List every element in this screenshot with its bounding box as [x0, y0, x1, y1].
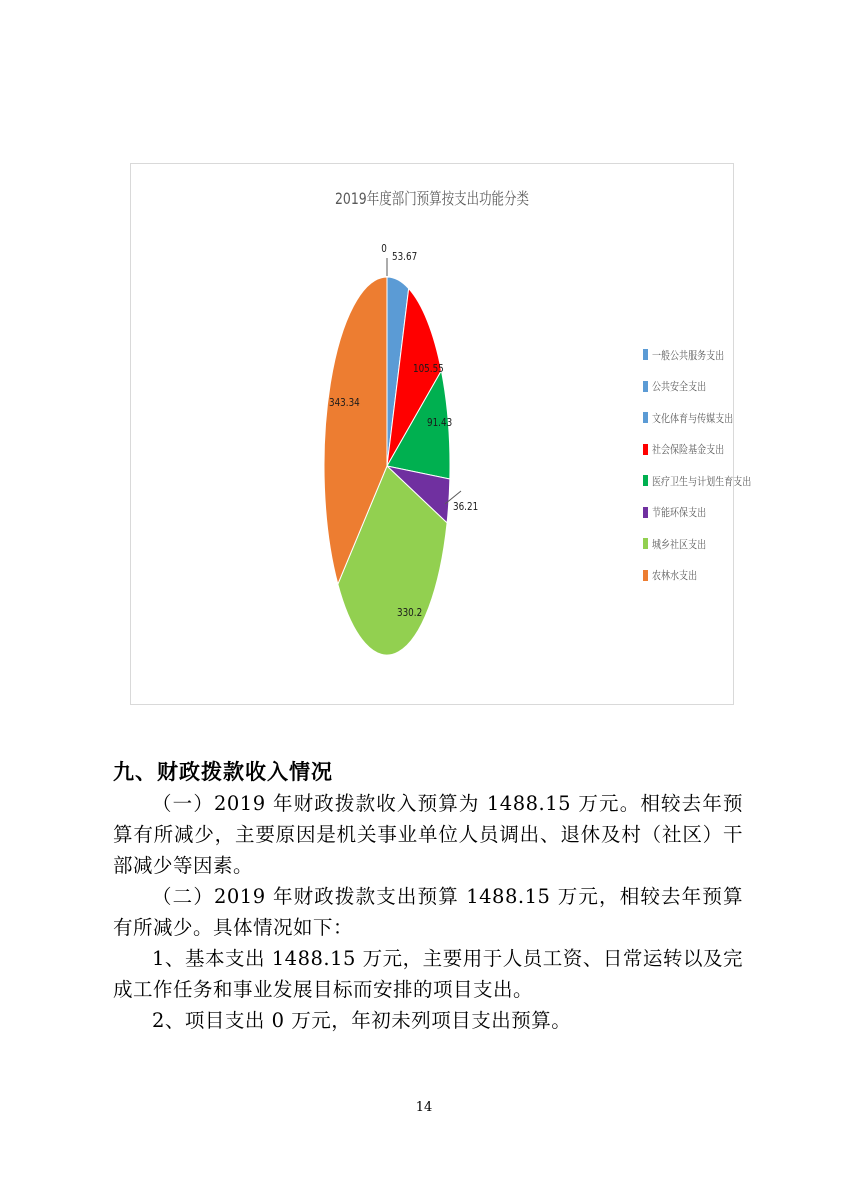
- legend-label: 医疗卫生与计划生育支出: [652, 474, 752, 488]
- paragraph-4: 2、项目支出 0 万元，年初未列项目支出预算。: [152, 1009, 572, 1032]
- legend-swatch: [643, 507, 648, 518]
- legend-swatch: [643, 412, 648, 423]
- legend-label: 农林水支出: [652, 569, 698, 583]
- data-label-4: 91.43: [427, 417, 453, 430]
- legend-label: 公共安全支出: [652, 380, 707, 394]
- chart-title: 2019年度部门预算按支出功能分类: [334, 189, 530, 208]
- legend-label: 文化体育与传媒支出: [652, 411, 734, 425]
- data-label-1: 53.67: [392, 251, 418, 264]
- legend-swatch: [643, 538, 648, 549]
- legend-swatch: [643, 444, 648, 455]
- pie-chart: [130, 163, 752, 705]
- legend-swatch: [643, 570, 648, 581]
- legend-label: 城乡社区支出: [652, 537, 707, 551]
- data-label-0: 0: [381, 243, 387, 256]
- legend-label: 一般公共服务支出: [652, 348, 725, 362]
- legend-item: [643, 560, 773, 592]
- legend-item: [643, 465, 773, 497]
- section-heading: 九、财政拨款收入情况: [113, 760, 333, 784]
- legend-item: [643, 434, 773, 466]
- legend-item: [643, 528, 773, 560]
- data-label-6: 330.2: [397, 607, 423, 620]
- legend-item: [643, 497, 773, 529]
- legend-item: [643, 371, 773, 403]
- paragraph-1: （一）2019 年财政拨款收入预算为 1488.15 万元。相较去年预算有所减少，主要原因是机关事业单位人员调出、退休及村（社区）干部减少等因素。: [113, 792, 743, 877]
- legend-swatch: [643, 349, 648, 360]
- data-label-3: 105.55: [413, 363, 444, 376]
- chart-legend: [643, 339, 773, 591]
- page-number: 14: [415, 1100, 433, 1115]
- legend-item: [643, 339, 773, 371]
- paragraph-3: 1、基本支出 1488.15 万元，主要用于人员工资、日常运转以及完成工作任务和事业发展目标而安排的项目支出。: [113, 947, 743, 1001]
- legend-label: 节能环保支出: [652, 506, 707, 520]
- legend-swatch: [643, 475, 648, 486]
- legend-item: [643, 402, 773, 434]
- paragraph-2: （二）2019 年财政拨款支出预算 1488.15 万元，相较去年预算有所减少。具体情况如下：: [113, 885, 743, 939]
- legend-label: 社会保险基金支出: [652, 443, 725, 457]
- data-label-7: 343.34: [329, 397, 360, 410]
- data-label-5: 36.21: [453, 501, 479, 514]
- legend-swatch: [643, 381, 648, 392]
